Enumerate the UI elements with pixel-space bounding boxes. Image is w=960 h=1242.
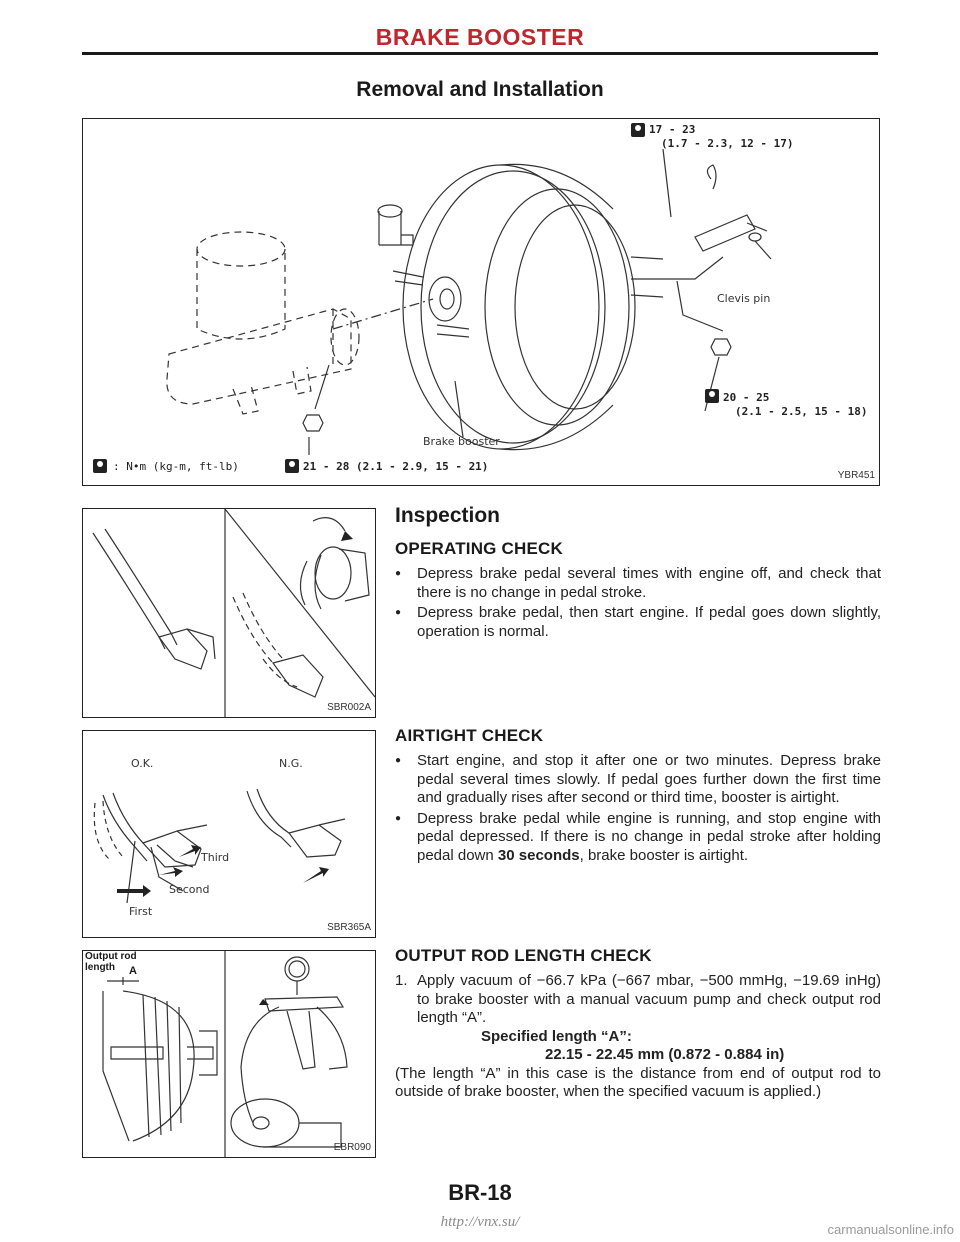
airtight-check-title: AIRTIGHT CHECK — [395, 726, 544, 745]
step-note: (The length “A” in this case is the distance from end of output rod to outside of brake booster, when the specified vacuum is applied.) — [395, 1064, 881, 1100]
page-header-title: BRAKE BOOSTER — [375, 24, 585, 50]
removal-figure — [82, 118, 880, 486]
section-title: Removal and Installation — [356, 78, 604, 101]
step-number: 1. — [395, 972, 408, 989]
airtight-bullet: ● Depress brake pedal while engine is running, and stop engine with pedal depressed. If there is no change in pedal stroke after holding pedal down 30 seconds, brake booster is airtight. — [395, 810, 881, 866]
label-clevis-pin: Clevis pin — [717, 292, 771, 305]
airtight-check-figure — [82, 730, 376, 938]
spec-value: 22.15 - 22.45 mm (0.872 - 0.884 in) — [545, 1046, 785, 1063]
label-brake-booster: Brake booster — [423, 435, 500, 448]
airtight-pedal-diagram — [83, 731, 375, 937]
label-second: Second — [169, 883, 210, 896]
torque-spec-right: 20 - 25 (2.1 - 2.5, 15 - 18) — [723, 391, 868, 418]
output-rod-check-title: OUTPUT ROD LENGTH CHECK — [395, 946, 652, 965]
figure-code: EBR090 — [333, 1142, 371, 1153]
header-divider — [82, 52, 878, 55]
figure-code: SBR002A — [327, 702, 371, 713]
label-third: Third — [201, 851, 230, 864]
airtight-check-text — [395, 752, 881, 867]
torque-unit-legend: : N•m (kg-m, ft-lb) — [113, 460, 239, 473]
vacuum-pump-diagram — [83, 951, 375, 1157]
label-first: First — [129, 905, 153, 918]
operating-check-title: OPERATING CHECK — [395, 539, 563, 558]
operating-bullet: ● Depress brake pedal, then start engine. If pedal goes down slightly, operation is normal. — [395, 604, 881, 641]
spec-label: Specified length “A”: — [481, 1027, 632, 1045]
label-ng: N.G. — [279, 757, 303, 770]
hold-duration: 30 seconds — [497, 846, 580, 864]
procedure-step — [395, 972, 881, 1028]
torque-spec-bottom: 21 - 28 (2.1 - 2.9, 15 - 21) — [303, 460, 489, 473]
watermark: carmanualsonline.info — [827, 1222, 954, 1237]
output-rod-check-text — [395, 972, 881, 1102]
output-rod-figure — [82, 950, 376, 1158]
figure-code: YBR451 — [837, 470, 875, 481]
label-ok: O.K. — [131, 757, 154, 770]
pedal-operation-diagram — [83, 509, 375, 717]
figure-code: SBR365A — [327, 922, 371, 933]
page-number: BR-18 — [448, 1180, 512, 1205]
airtight-bullet: ● Start engine, and stop it after one or two minutes. Depress brake pedal several times slowly. If pedal goes further down the first time and gradually rises after second or third time, booster is airtight. — [395, 752, 881, 808]
output-rod-length-label: Output rod length — [85, 951, 137, 973]
dimension-a-label: A — [129, 965, 137, 977]
footer-url-link[interactable]: http://vnx.su/ — [440, 1214, 520, 1230]
torque-spec-top: 17 - 23 (1.7 - 2.3, 12 - 17) — [649, 123, 794, 150]
inspection-heading: Inspection — [395, 504, 501, 527]
step-text: Apply vacuum of −66.7 kPa (−667 mbar, −500 mmHg, −19.69 inHg) to brake booster with a manual vacuum pump and check output rod length “A”. — [417, 972, 881, 1026]
operating-check-figure — [82, 508, 376, 718]
operating-bullet: ● Depress brake pedal several times with engine off, and check that there is no change in pedal stroke. — [395, 565, 881, 602]
operating-check-text — [395, 565, 881, 643]
